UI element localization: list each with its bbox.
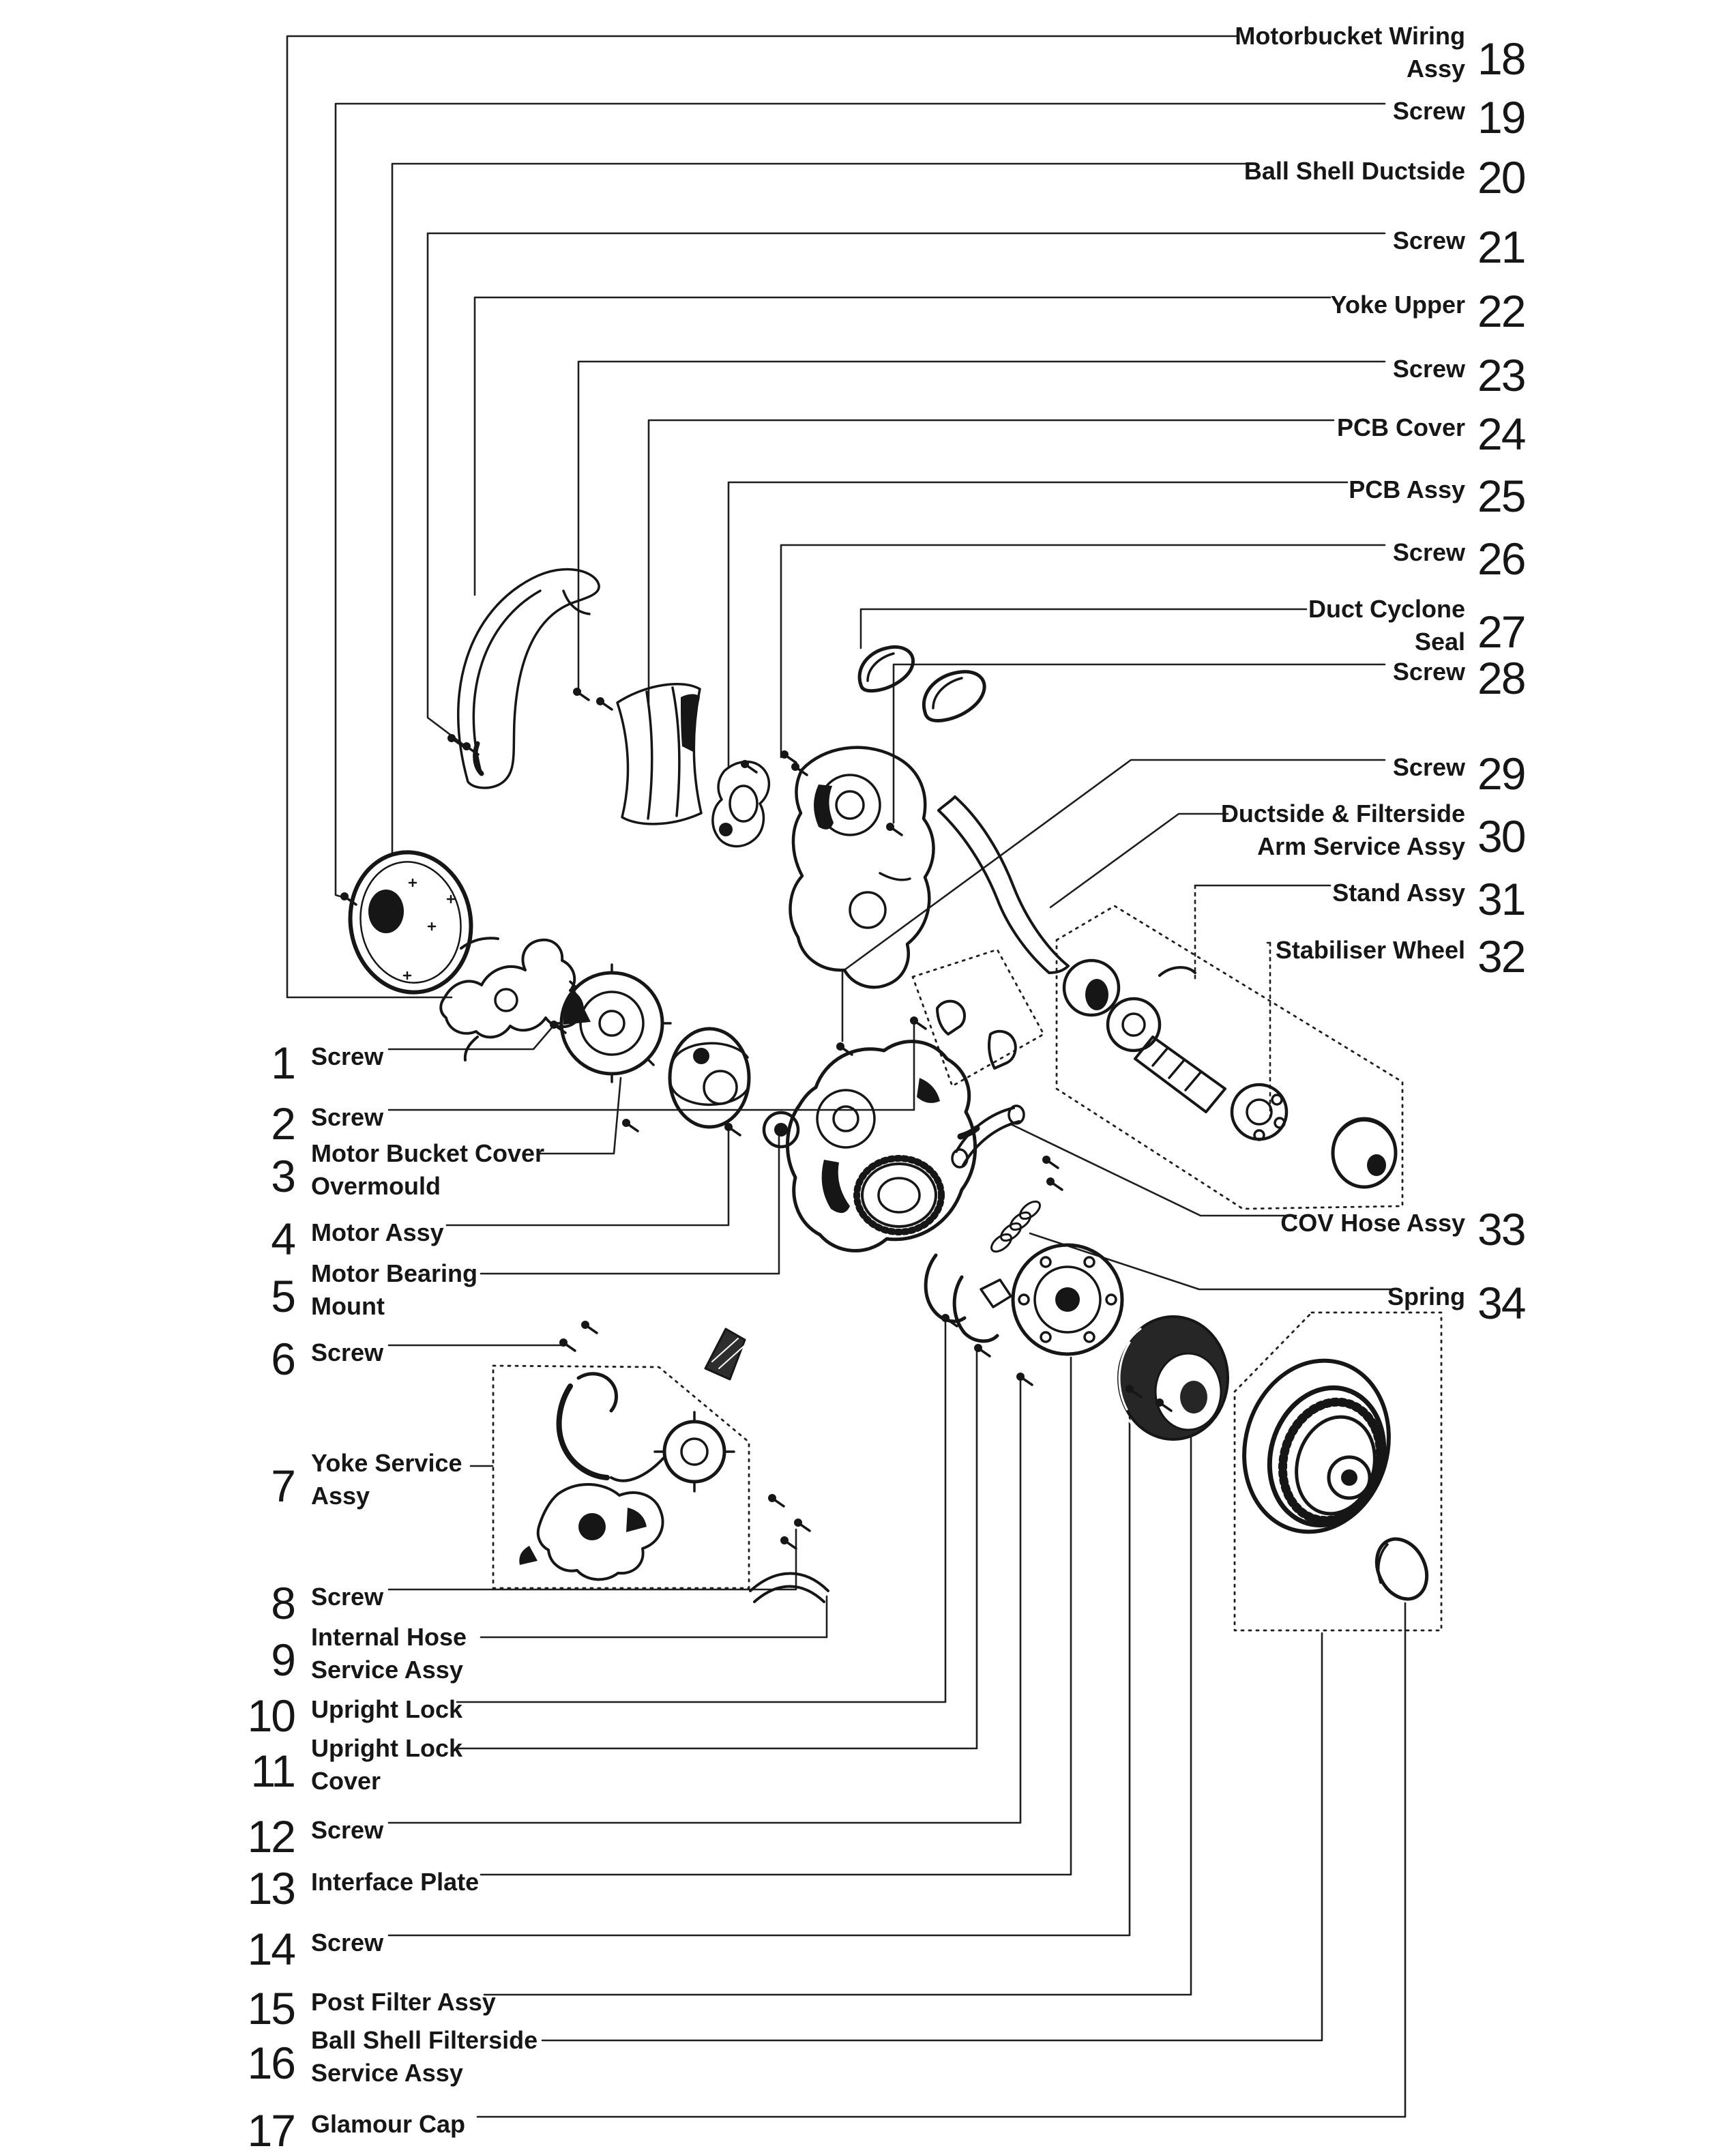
callout-row-30	[948, 797, 1543, 863]
part-name-1: Screw	[311, 1042, 384, 1070]
part-name-6: Screw	[311, 1338, 384, 1366]
part-name-29: Screw	[1392, 753, 1465, 781]
part-number-26: 26	[1477, 533, 1525, 584]
part-number-34: 34	[1477, 1278, 1525, 1328]
part-number-21: 21	[1477, 222, 1525, 272]
part-number-1: 1	[271, 1038, 295, 1088]
callout-row-16	[240, 2024, 538, 2090]
part-number-22: 22	[1477, 286, 1525, 336]
part-sketch-ball-shell-ductside	[339, 842, 482, 1001]
part-name-9: Internal Hose Service Assy	[311, 1623, 467, 1684]
part-name-19: Screw	[1392, 97, 1465, 125]
part-number-30: 30	[1477, 811, 1525, 862]
callout-row-9	[240, 1621, 467, 1686]
part-sketch-stabiliser-wheel	[1333, 1119, 1396, 1187]
callout-row-32	[948, 926, 1543, 982]
callout-row-12	[240, 1806, 384, 1862]
part-sketch-stand-assy	[1064, 961, 1286, 1140]
part-sketch-pcb-assy	[713, 762, 769, 847]
part-name-8: Screw	[311, 1583, 384, 1611]
part-name-28: Screw	[1392, 658, 1465, 686]
part-name-30: Ductside & Filterside Arm Service Assy	[1220, 800, 1465, 860]
part-name-16: Ball Shell Filterside Service Assy	[311, 2026, 538, 2087]
part-number-32: 32	[1477, 931, 1525, 982]
part-number-18: 18	[1477, 33, 1525, 84]
part-sketch-central-assembly	[788, 1042, 975, 1251]
part-sketch-duct-cyclone-seal	[859, 647, 913, 690]
part-name-5: Motor Bearing Mount	[311, 1259, 478, 1320]
callout-row-13	[240, 1858, 480, 1914]
part-number-13: 13	[247, 1863, 295, 1914]
callout-row-5	[240, 1257, 477, 1323]
part-name-21: Screw	[1392, 226, 1465, 254]
part-name-22: Yoke Upper	[1330, 291, 1465, 319]
part-name-13: Interface Plate	[311, 1868, 480, 1896]
callout-row-23	[948, 345, 1543, 400]
part-name-4: Motor Assy	[311, 1218, 444, 1246]
part-number-19: 19	[1477, 92, 1525, 143]
part-number-29: 29	[1477, 748, 1525, 799]
part-number-8: 8	[271, 1578, 295, 1628]
part-sketch-post-filter	[1116, 1317, 1228, 1439]
part-name-18: Motorbucket Wiring Assy	[1235, 22, 1465, 83]
part-name-33: COV Hose Assy	[1280, 1209, 1465, 1237]
part-sketch-motorbucket-wiring	[441, 938, 583, 1060]
part-sketch-cov-hose	[952, 1106, 1024, 1167]
part-name-31: Stand Assy	[1332, 879, 1465, 907]
part-sketch-cone	[705, 1329, 745, 1379]
leader-11	[457, 1345, 977, 1748]
callout-row-6	[240, 1329, 384, 1384]
part-number-9: 9	[271, 1634, 295, 1685]
part-number-11: 11	[250, 1746, 295, 1796]
part-name-3: Motor Bucket Cover Overmould	[311, 1139, 545, 1200]
callout-row-15	[240, 1978, 496, 2034]
part-sketch-duct-cyclone-body	[791, 748, 934, 987]
part-number-24: 24	[1477, 409, 1525, 459]
callout-row-31	[948, 869, 1543, 924]
part-name-2: Screw	[311, 1103, 384, 1131]
part-sketch-pcb-cover	[617, 684, 701, 824]
part-name-25: PCB Assy	[1349, 475, 1465, 503]
part-number-10: 10	[247, 1690, 295, 1741]
callout-row-4	[240, 1209, 444, 1264]
part-number-28: 28	[1477, 653, 1525, 703]
callout-row-26	[948, 529, 1543, 584]
callout-row-34	[948, 1273, 1543, 1328]
part-number-25: 25	[1477, 471, 1525, 521]
callout-row-11	[240, 1732, 462, 1798]
part-number-17: 17	[247, 2105, 295, 2155]
callout-row-20	[948, 147, 1543, 203]
leader-10	[457, 1315, 945, 1702]
part-name-17: Glamour Cap	[311, 2110, 466, 2138]
part-number-14: 14	[247, 1924, 295, 1974]
part-number-4: 4	[271, 1214, 295, 1264]
callout-row-29	[948, 744, 1543, 799]
part-name-26: Screw	[1392, 538, 1465, 566]
part-number-15: 15	[247, 1983, 295, 2034]
part-number-5: 5	[271, 1271, 295, 1321]
part-name-12: Screw	[311, 1816, 384, 1844]
callout-row-8	[240, 1573, 384, 1628]
callout-row-33	[948, 1199, 1543, 1255]
part-name-34: Spring	[1387, 1282, 1465, 1310]
callout-row-2	[240, 1094, 384, 1149]
part-sketch-glamour-cap	[1367, 1531, 1436, 1607]
callout-row-25	[948, 466, 1543, 521]
part-name-14: Screw	[311, 1929, 384, 1956]
leader-9	[481, 1596, 827, 1637]
part-name-27: Duct Cyclone Seal	[1308, 595, 1465, 656]
callout-row-7	[240, 1447, 462, 1512]
callout-row-1	[240, 1033, 384, 1088]
part-sketch-motor-assy	[670, 1029, 749, 1127]
part-number-2: 2	[271, 1098, 295, 1149]
part-number-12: 12	[247, 1811, 295, 1862]
leader-13	[481, 1358, 1071, 1875]
part-name-32: Stabiliser Wheel	[1275, 936, 1465, 964]
part-number-3: 3	[271, 1151, 295, 1201]
callout-row-24	[948, 404, 1543, 459]
part-sketch-internal-hose	[750, 1574, 828, 1602]
part-name-7: Yoke Service Assy	[311, 1449, 462, 1510]
part-name-20: Ball Shell Ductside	[1244, 157, 1465, 185]
part-name-10: Upright Lock	[311, 1695, 462, 1723]
callout-row-28	[948, 648, 1543, 703]
callout-row-18	[948, 20, 1543, 85]
part-number-20: 20	[1477, 152, 1525, 203]
leader-16	[542, 1633, 1322, 2040]
leader-3	[539, 1078, 621, 1154]
leader-12	[389, 1374, 1020, 1823]
callout-row-19	[948, 87, 1543, 143]
callout-row-14	[240, 1919, 384, 1974]
part-number-23: 23	[1477, 350, 1525, 400]
part-number-6: 6	[271, 1334, 295, 1384]
callout-row-10	[240, 1686, 462, 1741]
part-number-27: 27	[1477, 606, 1525, 657]
part-number-31: 31	[1477, 874, 1525, 924]
leader-2	[389, 1025, 914, 1110]
part-name-11: Upright Lock Cover	[311, 1734, 462, 1795]
part-name-15: Post Filter Assy	[311, 1988, 496, 2016]
callout-row-22	[948, 281, 1543, 336]
part-number-7: 7	[271, 1461, 295, 1511]
part-name-24: PCB Cover	[1336, 413, 1465, 441]
part-sketch-yoke-service-assy	[519, 1374, 734, 1580]
callout-row-3	[240, 1137, 544, 1203]
part-number-33: 33	[1477, 1204, 1525, 1255]
part-name-23: Screw	[1392, 355, 1465, 383]
leader-14	[389, 1386, 1130, 1935]
part-number-16: 16	[247, 2038, 295, 2088]
part-sketch-motor-bucket-cover	[553, 965, 671, 1082]
callout-row-17	[240, 2100, 466, 2155]
callout-row-21	[948, 217, 1543, 272]
